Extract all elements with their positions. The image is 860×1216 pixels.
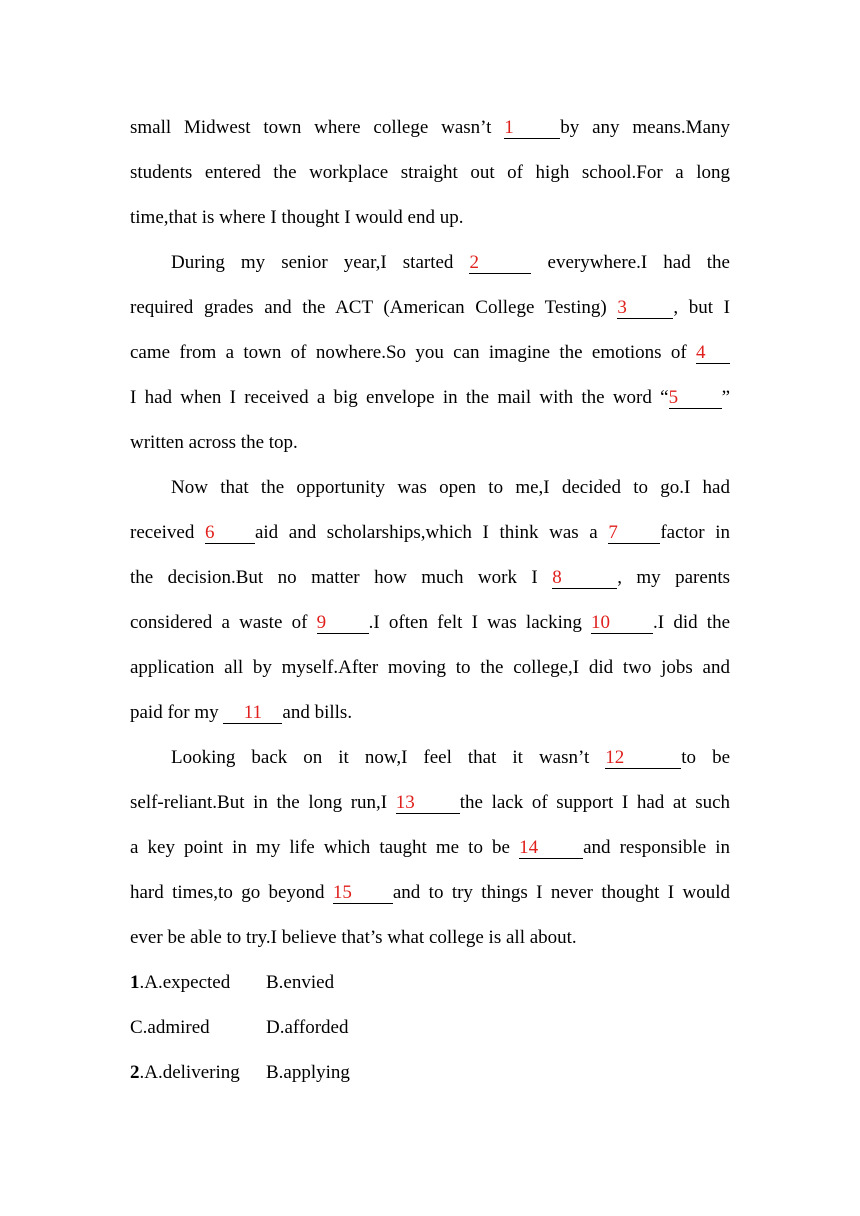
text-segment: self-reliant.But in the long run,I: [130, 792, 388, 813]
blank-1: 1: [504, 118, 560, 139]
blank-3: 3: [617, 298, 673, 319]
text-segment: and bills.: [282, 702, 353, 723]
passage-line: ever be able to try.I believe that’s what college is all about.: [130, 927, 577, 948]
text-segment: ”: [721, 387, 730, 408]
text-segment: by any means.Many: [560, 117, 731, 138]
passage-line: [130, 825, 730, 870]
text-segment: aid and scholarships,which I think was a: [254, 522, 598, 543]
text-segment: , but I: [673, 297, 731, 318]
passage-line: [130, 330, 730, 375]
text-segment: .I often felt I was lacking: [368, 612, 582, 633]
blank-10: 10: [591, 613, 653, 634]
question-number: 2: [130, 1062, 140, 1083]
text-segment: Looking back on it now,I feel that it wasn’t: [171, 747, 590, 768]
text-segment: a key point in my life which taught me to be: [130, 837, 510, 858]
text-segment: the lack of support I had at such: [459, 792, 731, 813]
blank-14: 14: [519, 838, 583, 859]
blank-5: 5: [669, 388, 722, 409]
blank-15: 15: [333, 883, 393, 904]
blank-9: 9: [317, 613, 369, 634]
text-segment: .I did the: [653, 612, 731, 633]
passage-line: [130, 105, 730, 150]
option-a: .A.delivering: [139, 1062, 240, 1083]
text-segment: During my senior year,I started: [171, 252, 454, 273]
blank-8: 8: [552, 568, 617, 589]
text-segment: considered a waste of: [130, 612, 308, 633]
text-segment: small Midwest town where college wasn’t: [130, 117, 492, 138]
text-segment: came from a town of nowhere.So you can imagine the emotions of: [130, 342, 687, 363]
option-b: B.envied: [266, 972, 335, 993]
passage-line: Now that the opportunity was open to me,I decided to go.I had: [171, 477, 730, 498]
passage-line: written across the top.: [130, 432, 298, 453]
question-number: 1: [130, 972, 140, 993]
passage-line: [130, 735, 730, 780]
passage-line: application all by myself.After moving to the college,I did two jobs and: [130, 657, 730, 678]
question-2-options-row-1: [130, 1050, 730, 1095]
text-segment: hard times,to go beyond: [130, 882, 325, 903]
text-segment: received: [130, 522, 195, 543]
text-segment: factor in: [660, 522, 731, 543]
passage-line: students entered the workplace straight out of high school.For a long: [130, 162, 730, 183]
blank-7: 7: [608, 523, 660, 544]
option-c: C.admired: [130, 1017, 210, 1038]
blank-12: 12: [605, 748, 681, 769]
blank-13: 13: [396, 793, 460, 814]
passage-line: [130, 555, 730, 600]
passage-line: [130, 240, 730, 285]
blank-2: 2: [469, 253, 531, 274]
text-segment: to be: [681, 747, 730, 768]
question-1-options-row-1: [130, 960, 730, 1005]
passage: [130, 105, 730, 1095]
passage-line: [130, 375, 730, 420]
passage-line: [130, 870, 730, 915]
blank-6: 6: [205, 523, 255, 544]
text-segment: , my parents: [617, 567, 730, 588]
passage-line: [130, 780, 730, 825]
text-segment: paid for my: [130, 702, 219, 723]
text-segment: and to try things I never thought I would: [392, 882, 730, 903]
blank-11: 11: [223, 703, 282, 724]
text-segment: and responsible in: [583, 837, 730, 858]
passage-line: time,that is where I thought I would end up.: [130, 207, 464, 228]
passage-line: [130, 690, 730, 735]
option-a: .A.expected: [139, 972, 231, 993]
blank-4: 4: [696, 343, 730, 364]
question-1-options-row-2: [130, 1005, 730, 1050]
passage-line: [130, 510, 730, 555]
text-segment: the decision.But no matter how much work I: [130, 567, 538, 588]
text-segment: everywhere.I had the: [547, 252, 730, 273]
text-segment: I had when I received a big envelope in the mail with the word “: [130, 387, 669, 408]
passage-line: [130, 285, 730, 330]
option-b: B.applying: [266, 1062, 350, 1083]
passage-line: [130, 600, 730, 645]
option-d: D.afforded: [266, 1017, 349, 1038]
text-segment: required grades and the ACT (American College Testing): [130, 297, 607, 318]
